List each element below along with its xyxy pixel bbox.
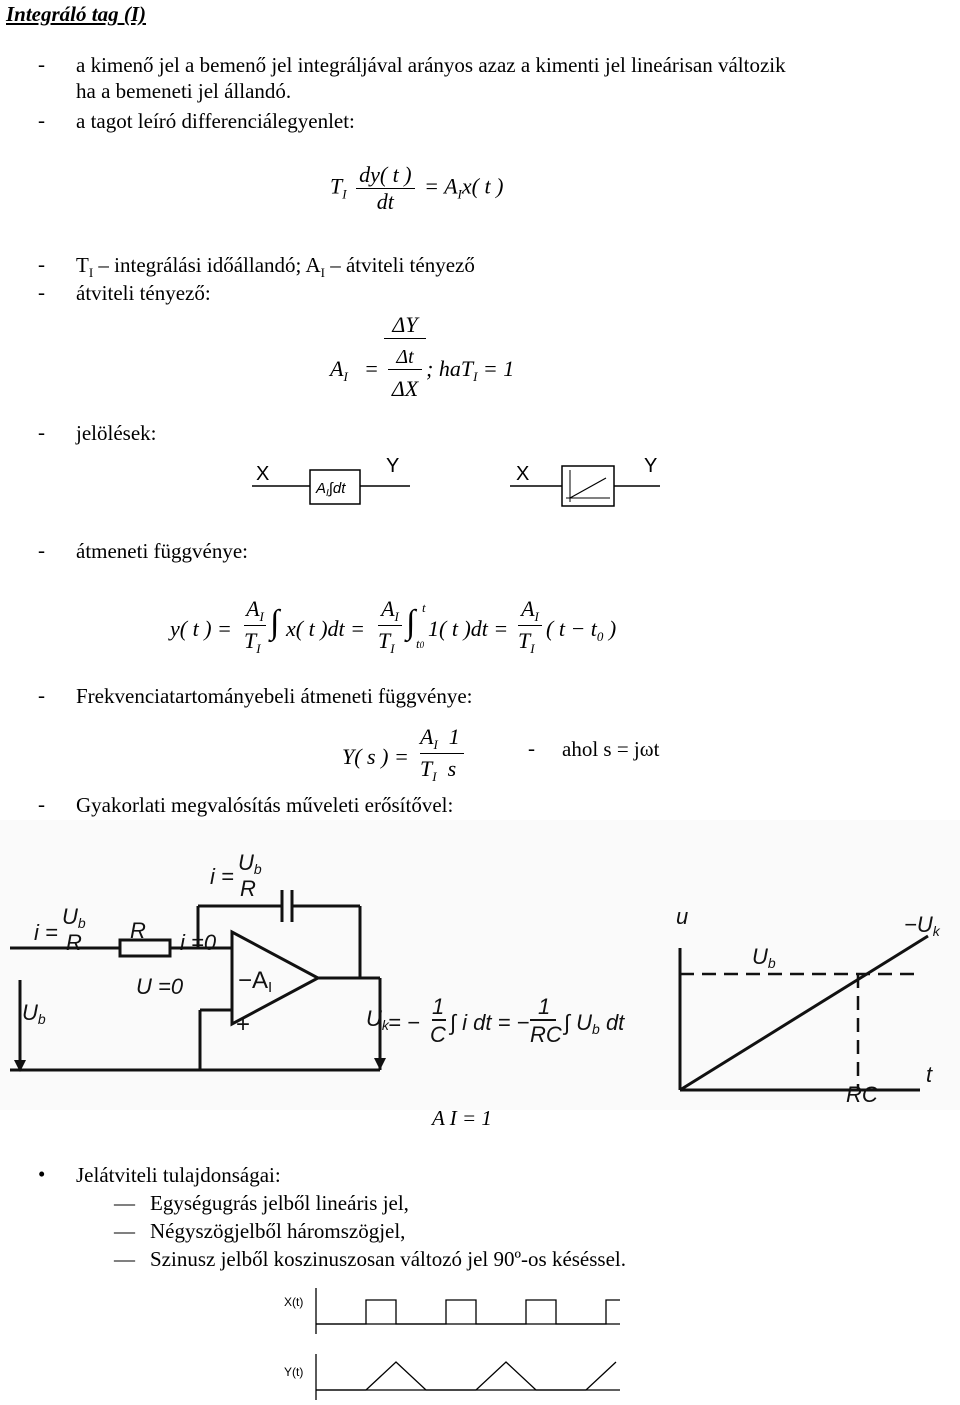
ahol-text: ahol s = jωt: [562, 737, 660, 761]
differential-equation: $T_I$ $\frac{dy( t )}{dt}$ = $A_Ix$( t ): [330, 162, 504, 214]
block1-input: X: [256, 463, 270, 485]
svg-text:Ub: Ub: [238, 850, 262, 877]
svg-text:AI∫dt: $A_I\int dt$: [316, 480, 346, 499]
svg-text:C: C: [430, 1022, 446, 1047]
ai-equals-one: A I = 1: [432, 1106, 492, 1130]
property-dash: —: [114, 1219, 135, 1243]
waveform-diagram: [280, 1284, 640, 1404]
intro-line-1: a kimenő jel a bemenő jel integráljával arányos azaz a kimenti jel lineárisan változik: [76, 53, 786, 77]
svg-text:AI: AI: [252, 967, 273, 996]
block-symbols: [240, 448, 680, 518]
svg-text:∫ Ub dt: ∫ Ub dt: [564, 1010, 625, 1037]
symbols-label: jelölések:: [76, 421, 157, 445]
bullet-dash: -: [38, 683, 45, 707]
svg-text:R: R: [130, 918, 146, 943]
waveform-x-label: X(t): [284, 1295, 304, 1309]
intro-line-3: a tagot leíró differenciálegyenlet:: [76, 109, 355, 133]
property-item: Szinusz jelből koszinuszosan változó jel 90º-os késéssel.: [150, 1247, 627, 1271]
bullet-dot: •: [38, 1162, 46, 1186]
bullet-dash: -: [38, 108, 45, 132]
param-line-2: átviteli tényező:: [76, 281, 211, 305]
svg-text:U =0: U =0: [136, 974, 184, 999]
bullet-dash: -: [38, 792, 45, 816]
property-item: Egységugrás jelből lineáris jel,: [150, 1191, 409, 1215]
freq-label: Frekvenciatartományebeli átmeneti függvénye:: [76, 684, 473, 708]
transient-label: átmeneti függvénye:: [76, 539, 249, 563]
practical-label: Gyakorlati megvalósítás műveleti erősítővel:: [76, 793, 454, 817]
svg-text:−: −: [238, 967, 253, 994]
property-dash: —: [114, 1247, 135, 1271]
circuit-diagram: [0, 820, 960, 1110]
bullet-dash: -: [38, 280, 45, 304]
svg-text:RC: RC: [846, 1082, 878, 1107]
property-dash: —: [114, 1191, 135, 1215]
circuit-label: i =: [210, 864, 234, 889]
svg-text:t: t: [926, 1062, 933, 1087]
svg-text:Uk: Uk: [366, 1006, 389, 1033]
intro-line-2: ha a bemeneti jel állandó.: [76, 79, 292, 103]
svg-text:+: +: [236, 1011, 251, 1038]
bullet-dash: -: [528, 736, 535, 760]
svg-text:1: 1: [538, 994, 551, 1019]
svg-text:Ub: Ub: [62, 904, 86, 931]
bullet-dash: -: [38, 52, 45, 76]
block1-output: Y: [386, 455, 400, 477]
param-line-1: $T_I$ – integrálási időállandó; $A_I$ – átviteli tényező: [76, 253, 475, 280]
svg-text:−Uk: −Uk: [904, 912, 940, 939]
svg-text:RC: RC: [530, 1022, 562, 1047]
block2-output: Y: [644, 455, 658, 477]
svg-text:i =: i =: [34, 920, 58, 945]
svg-text:i =0: i =0: [180, 930, 217, 955]
bullet-dash: -: [38, 538, 45, 562]
page-title: Integráló tag (I): [6, 2, 147, 26]
svg-text:= −: = −: [388, 1010, 420, 1035]
freq-equation: Y( s ) = $A_I$ 1 $T_I$ s: [342, 724, 482, 788]
transient-equation: y( t ) = $A_I$ $T_I$ ∫ x( t )dt = $A_I$ $T_I$ ∫ t t0 1( t )dt = $A_I$ $T_I$ ( $t - t_0$ ): [170, 596, 617, 656]
svg-text:1: 1: [432, 994, 445, 1019]
properties-heading: Jelátviteli tulajdonságai:: [76, 1163, 281, 1187]
bullet-dash: -: [38, 252, 45, 276]
svg-text:∫ i dt = −: ∫ i dt = −: [450, 1010, 530, 1035]
block2-input: X: [516, 463, 530, 485]
svg-text:u: u: [676, 904, 689, 929]
waveform-y-label: Y(t): [284, 1365, 304, 1379]
svg-text:Ub: Ub: [22, 1000, 46, 1027]
property-item: Négyszögjelből háromszögjel,: [150, 1219, 406, 1243]
svg-text:R: R: [66, 930, 82, 955]
svg-text:Ub: Ub: [752, 944, 776, 971]
bullet-dash: -: [38, 420, 45, 444]
svg-text:R: R: [240, 876, 256, 901]
